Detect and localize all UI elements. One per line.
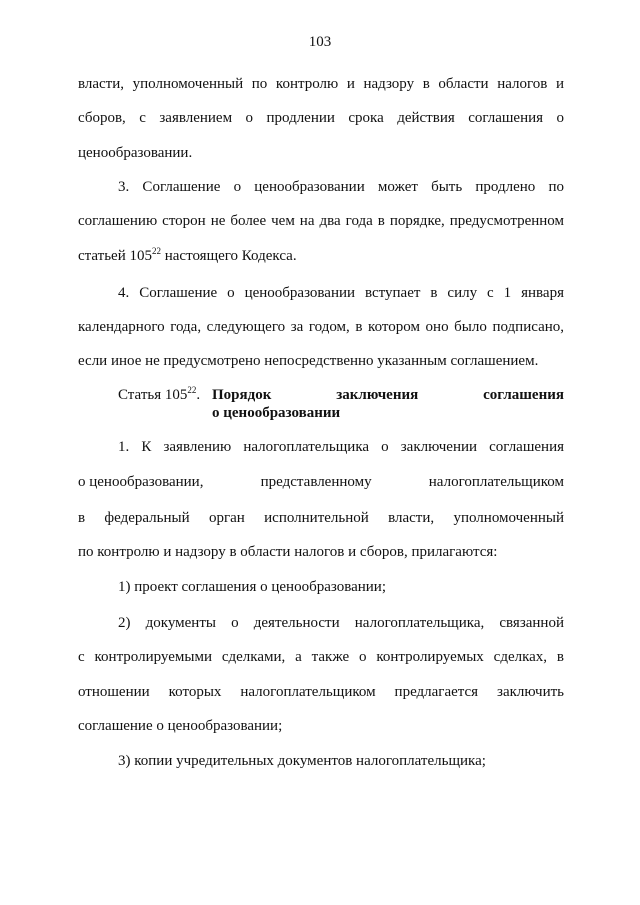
paragraph-line: о ценообразовании, представленному налогоплательщиком [78,474,564,490]
article-title: Порядок заключения соглашения [212,387,564,403]
list-item: 3) копии учредительных документов налогоплательщика; [118,753,486,769]
paragraph-line: отношении которых налогоплательщиком предлагается заключить [78,684,564,700]
paragraph-line: по контролю и надзору в области налогов и сборов, прилагаются: [78,544,498,560]
superscript: 22 [152,246,161,256]
page-number: 103 [308,34,332,50]
list-item: 2) документы о деятельности налогоплательщика, связанной [118,615,564,631]
article-title-continued: о ценообразовании [212,405,341,421]
paragraph-line: 3. Соглашение о ценообразовании может быть продлено по [118,179,564,195]
paragraph-line: соглашению сторон не более чем на два года в порядке, предусмотренном [78,213,564,229]
paragraph-line: власти, уполномоченный по контролю и надзору в области налогов и [78,76,564,92]
paragraph-line: сборов, с заявлением о продлении срока действия соглашения о [78,110,564,126]
paragraph-line: в федеральный орган исполнительной власти, уполномоченный [78,510,564,526]
paragraph-line: ценообразовании. [78,145,193,161]
list-item: 1) проект соглашения о ценообразовании; [118,579,386,595]
paragraph-line: 1. К заявлению налогоплательщика о заключении соглашения [118,439,564,455]
paragraph-line: соглашение о ценообразовании; [78,718,283,734]
paragraph-line: 4. Соглашение о ценообразовании вступает в силу с 1 января [118,285,564,301]
article-label: Статья $105^{22}$. [118,385,201,403]
paragraph-line: с контролируемыми сделками, а также о контролируемых сделках, в [78,649,564,665]
paragraph-line: календарного года, следующего за годом, в котором оно было подписано, [78,319,564,335]
superscript: 22 [187,385,197,395]
paragraph-line: статьей $105^{22}$ настоящего Кодекса. [78,246,297,264]
paragraph-line: если иное не предусмотрено непосредственно указанным соглашением. [78,353,539,369]
